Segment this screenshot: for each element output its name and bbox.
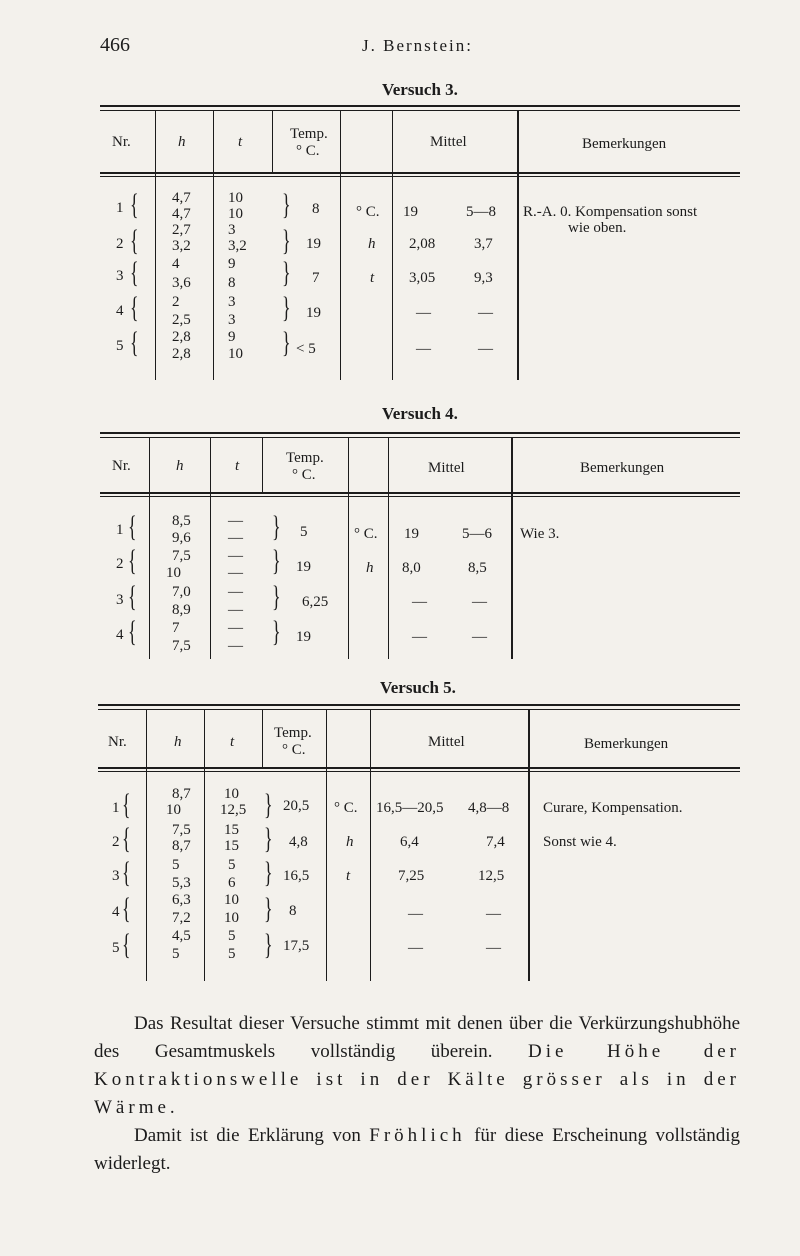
mittel-b-cell: 9,3 bbox=[474, 270, 493, 286]
t-cell: 10 bbox=[228, 190, 243, 206]
header-temp: Temp. bbox=[274, 725, 312, 741]
mittel-b-cell: — bbox=[478, 341, 493, 357]
col-divider bbox=[262, 437, 263, 494]
temp-cell: 19 bbox=[306, 236, 321, 252]
rule bbox=[100, 110, 740, 111]
author-name: Fröhlich bbox=[369, 1125, 466, 1146]
brace-glyph: { bbox=[130, 291, 139, 324]
header-bemerkungen: Bemerkungen bbox=[584, 736, 669, 752]
header-t: t bbox=[238, 134, 243, 150]
t-cell: — bbox=[228, 513, 243, 529]
header-h: h bbox=[174, 734, 182, 750]
remark: Curare, Kompensation. bbox=[543, 800, 683, 816]
temp-cell: 8 bbox=[289, 903, 297, 919]
col-divider bbox=[348, 437, 349, 659]
mittel-unit: ° C. bbox=[334, 800, 358, 816]
header-mittel: Mittel bbox=[430, 134, 467, 150]
mittel-a-cell: 3,05 bbox=[409, 270, 436, 286]
rule bbox=[98, 771, 740, 772]
brace-glyph: } bbox=[264, 928, 273, 961]
header-h: h bbox=[176, 458, 184, 474]
col-divider bbox=[392, 110, 393, 380]
rule bbox=[100, 432, 740, 434]
running-head: J. Bernstein: bbox=[362, 36, 473, 55]
t-cell: — bbox=[228, 620, 243, 636]
page-number: 466 bbox=[100, 34, 130, 56]
mittel-b-cell: — bbox=[472, 629, 487, 645]
mittel-b-cell: 12,5 bbox=[478, 868, 505, 884]
h-cell: 7,5 bbox=[172, 548, 191, 564]
temp-cell: 19 bbox=[296, 559, 311, 575]
t-cell: 3,2 bbox=[228, 238, 247, 254]
nr-cell: 2 bbox=[116, 236, 124, 252]
col-divider bbox=[204, 709, 205, 981]
h-cell: 5 bbox=[172, 857, 180, 873]
conclusion-text-start: Damit ist die Erklärung von bbox=[134, 1125, 361, 1146]
rule bbox=[100, 105, 740, 107]
col-divider bbox=[340, 110, 341, 380]
col-divider bbox=[149, 437, 150, 659]
brace-glyph: { bbox=[128, 580, 137, 613]
mittel-b-cell: 5—8 bbox=[466, 204, 496, 220]
h-cell: 4,7 bbox=[172, 190, 191, 206]
t-cell: 10 bbox=[224, 910, 239, 926]
temp-cell: 8 bbox=[312, 201, 320, 217]
mittel-a-cell: — bbox=[416, 305, 431, 321]
mittel-a-cell: — bbox=[412, 629, 427, 645]
brace-glyph: } bbox=[272, 615, 281, 648]
header-temp-unit: ° C. bbox=[292, 467, 316, 483]
brace-glyph: } bbox=[272, 544, 281, 577]
result-emphasis: Die Höhe der Kontraktionswelle ist in der Kälte grösser als in der Wärme. bbox=[94, 1041, 741, 1118]
t-cell: — bbox=[228, 584, 243, 600]
header-temp-unit: ° C. bbox=[282, 742, 306, 758]
result-text: Das Resultat dieser Versuche stimmt mit denen über die Verkürzungshubhöhe des Gesamtmuskels vollständig überein. bbox=[94, 1013, 740, 1062]
mittel-unit: h bbox=[346, 834, 354, 850]
mittel-b-cell: — bbox=[486, 940, 501, 956]
brace-glyph: { bbox=[122, 892, 131, 925]
brace-glyph: } bbox=[264, 856, 273, 889]
mittel-a-cell: — bbox=[412, 594, 427, 610]
mittel-unit: t bbox=[346, 868, 351, 884]
header-bemerkungen: Bemerkungen bbox=[582, 136, 667, 152]
mittel-a-cell: 16,5—20,5 bbox=[376, 800, 444, 816]
mittel-a-cell: 6,4 bbox=[400, 834, 419, 850]
h-cell: 7,5 bbox=[172, 638, 191, 654]
t-cell: — bbox=[228, 548, 243, 564]
nr-cell: 2 bbox=[112, 834, 120, 850]
h-cell: 7 bbox=[172, 620, 180, 636]
temp-cell: 20,5 bbox=[283, 798, 310, 814]
col-divider bbox=[370, 709, 371, 981]
brace-glyph: } bbox=[282, 224, 291, 257]
nr-cell: 3 bbox=[116, 592, 124, 608]
h-cell: 3,2 bbox=[172, 238, 191, 254]
h-cell: 3,6 bbox=[172, 275, 191, 291]
mittel-b-cell: 8,5 bbox=[468, 560, 487, 576]
temp-cell: 17,5 bbox=[283, 938, 310, 954]
h-cell: 7,2 bbox=[172, 910, 191, 926]
t-cell: — bbox=[228, 638, 243, 654]
t-cell: 3 bbox=[228, 222, 236, 238]
mittel-a-cell: 7,25 bbox=[398, 868, 425, 884]
header-temp: Temp. bbox=[290, 126, 328, 142]
nr-cell: 1 bbox=[112, 800, 120, 816]
mittel-b-cell: 5—6 bbox=[462, 526, 492, 542]
header-h: h bbox=[178, 134, 186, 150]
temp-cell: 19 bbox=[306, 305, 321, 321]
rule bbox=[98, 709, 740, 710]
h-cell: 4 bbox=[172, 256, 180, 272]
header-t: t bbox=[230, 734, 235, 750]
brace-glyph: { bbox=[130, 256, 139, 289]
remark: wie oben. bbox=[568, 220, 627, 236]
temp-cell: < 5 bbox=[296, 341, 316, 357]
mittel-unit: h bbox=[366, 560, 374, 576]
mittel-b-cell: 7,4 bbox=[486, 834, 505, 850]
header-t: t bbox=[235, 458, 240, 474]
mittel-b-cell: 4,8—8 bbox=[468, 800, 510, 816]
t-cell: 12,5 bbox=[220, 802, 247, 818]
brace-glyph: { bbox=[130, 224, 139, 257]
nr-cell: 5 bbox=[116, 338, 124, 354]
h-cell: 8,9 bbox=[172, 602, 191, 618]
h-cell: 4,5 bbox=[172, 928, 191, 944]
conclusion-text-end: für diese Erscheinung vollständig widerlegt. bbox=[94, 1125, 741, 1174]
nr-cell: 4 bbox=[116, 303, 124, 319]
col-divider bbox=[388, 437, 389, 659]
brace-glyph: } bbox=[272, 510, 281, 543]
nr-cell: 1 bbox=[116, 200, 124, 216]
mittel-a-cell: — bbox=[416, 341, 431, 357]
header-nr: Nr. bbox=[112, 458, 131, 474]
remark: R.-A. 0. Kompensation sonst bbox=[523, 204, 698, 220]
brace-glyph: } bbox=[282, 291, 291, 324]
remark: Wie 3. bbox=[520, 526, 560, 542]
mittel-a-cell: 8,0 bbox=[402, 560, 421, 576]
brace-glyph: } bbox=[272, 580, 281, 613]
brace-glyph: { bbox=[128, 544, 137, 577]
mittel-b-cell: — bbox=[472, 594, 487, 610]
header-bemerkungen: Bemerkungen bbox=[580, 460, 665, 476]
mittel-b-cell: — bbox=[478, 305, 493, 321]
col-divider bbox=[146, 709, 147, 981]
temp-cell: 16,5 bbox=[283, 868, 310, 884]
nr-cell: 3 bbox=[116, 268, 124, 284]
mittel-unit: t bbox=[370, 270, 375, 286]
h-cell: 5 bbox=[172, 946, 180, 962]
header-mittel: Mittel bbox=[428, 460, 465, 476]
t-cell: 9 bbox=[228, 256, 236, 272]
nr-cell: 1 bbox=[116, 522, 124, 538]
page-header bbox=[100, 34, 740, 60]
brace-glyph: { bbox=[128, 615, 137, 648]
rule bbox=[100, 496, 740, 497]
nr-cell: 2 bbox=[116, 556, 124, 572]
h-cell: 2,8 bbox=[172, 329, 191, 345]
h-cell: 10 bbox=[166, 802, 181, 818]
mittel-b-cell: 3,7 bbox=[474, 236, 493, 252]
t-cell: 6 bbox=[228, 875, 236, 891]
t-cell: 15 bbox=[224, 822, 239, 838]
versuch3-title: Versuch 3. bbox=[382, 80, 458, 99]
brace-glyph: { bbox=[122, 928, 131, 961]
h-cell: 8,5 bbox=[172, 513, 191, 529]
t-cell: 15 bbox=[224, 838, 239, 854]
t-cell: 5 bbox=[228, 946, 236, 962]
mittel-unit: h bbox=[368, 236, 376, 252]
t-cell: 10 bbox=[228, 346, 243, 362]
t-cell: 10 bbox=[224, 892, 239, 908]
t-cell: 8 bbox=[228, 275, 236, 291]
t-cell: 10 bbox=[228, 206, 243, 222]
brace-glyph: { bbox=[128, 510, 137, 543]
rule bbox=[98, 704, 740, 706]
mittel-unit: ° C. bbox=[354, 526, 378, 542]
h-cell: 7,0 bbox=[172, 584, 191, 600]
t-cell: 3 bbox=[228, 294, 236, 310]
nr-cell: 4 bbox=[112, 904, 120, 920]
h-cell: 5,3 bbox=[172, 875, 191, 891]
rule bbox=[100, 176, 740, 177]
temp-cell: 5 bbox=[300, 524, 308, 540]
paragraph-conclusion bbox=[94, 1122, 740, 1178]
temp-cell: 19 bbox=[296, 629, 311, 645]
t-cell: — bbox=[228, 530, 243, 546]
brace-glyph: { bbox=[130, 326, 139, 359]
col-divider bbox=[517, 110, 519, 380]
rule bbox=[100, 172, 740, 174]
versuch4-title: Versuch 4. bbox=[382, 404, 458, 423]
mittel-b-cell: — bbox=[486, 906, 501, 922]
brace-glyph: } bbox=[264, 788, 273, 821]
h-cell: 7,5 bbox=[172, 822, 191, 838]
col-divider bbox=[511, 437, 513, 659]
mittel-a-cell: 19 bbox=[404, 526, 419, 542]
nr-cell: 3 bbox=[112, 868, 120, 884]
brace-glyph: { bbox=[122, 788, 131, 821]
brace-glyph: } bbox=[264, 892, 273, 925]
temp-cell: 7 bbox=[312, 270, 320, 286]
header-nr: Nr. bbox=[108, 734, 127, 750]
h-cell: 2,8 bbox=[172, 346, 191, 362]
h-cell: 9,6 bbox=[172, 530, 191, 546]
h-cell: 2 bbox=[172, 294, 180, 310]
mittel-a-cell: 19 bbox=[403, 204, 418, 220]
brace-glyph: { bbox=[122, 822, 131, 855]
mittel-a-cell: — bbox=[408, 940, 423, 956]
header-temp-unit: ° C. bbox=[296, 143, 320, 159]
temp-cell: 6,25 bbox=[302, 594, 329, 610]
h-cell: 2,7 bbox=[172, 222, 191, 238]
t-cell: — bbox=[228, 565, 243, 581]
h-cell: 10 bbox=[166, 565, 181, 581]
mittel-a-cell: — bbox=[408, 906, 423, 922]
versuch5-title: Versuch 5. bbox=[380, 678, 456, 697]
t-cell: 3 bbox=[228, 312, 236, 328]
remark: Sonst wie 4. bbox=[543, 834, 617, 850]
t-cell: 5 bbox=[228, 857, 236, 873]
header-mittel: Mittel bbox=[428, 734, 465, 750]
nr-cell: 4 bbox=[116, 627, 124, 643]
col-divider bbox=[262, 709, 263, 769]
paragraph-result bbox=[94, 1010, 740, 1122]
col-divider bbox=[272, 110, 273, 174]
temp-cell: 4,8 bbox=[289, 834, 308, 850]
brace-glyph: { bbox=[122, 856, 131, 889]
t-cell: — bbox=[228, 602, 243, 618]
h-cell: 6,3 bbox=[172, 892, 191, 908]
col-divider bbox=[528, 709, 530, 981]
rule bbox=[98, 767, 740, 769]
t-cell: 9 bbox=[228, 329, 236, 345]
header-nr: Nr. bbox=[112, 134, 131, 150]
t-cell: 5 bbox=[228, 928, 236, 944]
rule bbox=[100, 437, 740, 438]
h-cell: 8,7 bbox=[172, 838, 191, 854]
brace-glyph: } bbox=[264, 822, 273, 855]
h-cell: 4,7 bbox=[172, 206, 191, 222]
h-cell: 2,5 bbox=[172, 312, 191, 328]
t-cell: 10 bbox=[224, 786, 239, 802]
h-cell: 8,7 bbox=[172, 786, 191, 802]
nr-cell: 5 bbox=[112, 940, 120, 956]
brace-glyph: } bbox=[282, 188, 291, 221]
brace-glyph: } bbox=[282, 256, 291, 289]
brace-glyph: } bbox=[282, 326, 291, 359]
brace-glyph: { bbox=[130, 188, 139, 221]
col-divider bbox=[213, 110, 214, 380]
col-divider bbox=[326, 709, 327, 981]
col-divider bbox=[210, 437, 211, 659]
mittel-unit: ° C. bbox=[356, 204, 380, 220]
header-temp: Temp. bbox=[286, 450, 324, 466]
rule bbox=[100, 492, 740, 494]
mittel-a-cell: 2,08 bbox=[409, 236, 436, 252]
col-divider bbox=[155, 110, 156, 380]
